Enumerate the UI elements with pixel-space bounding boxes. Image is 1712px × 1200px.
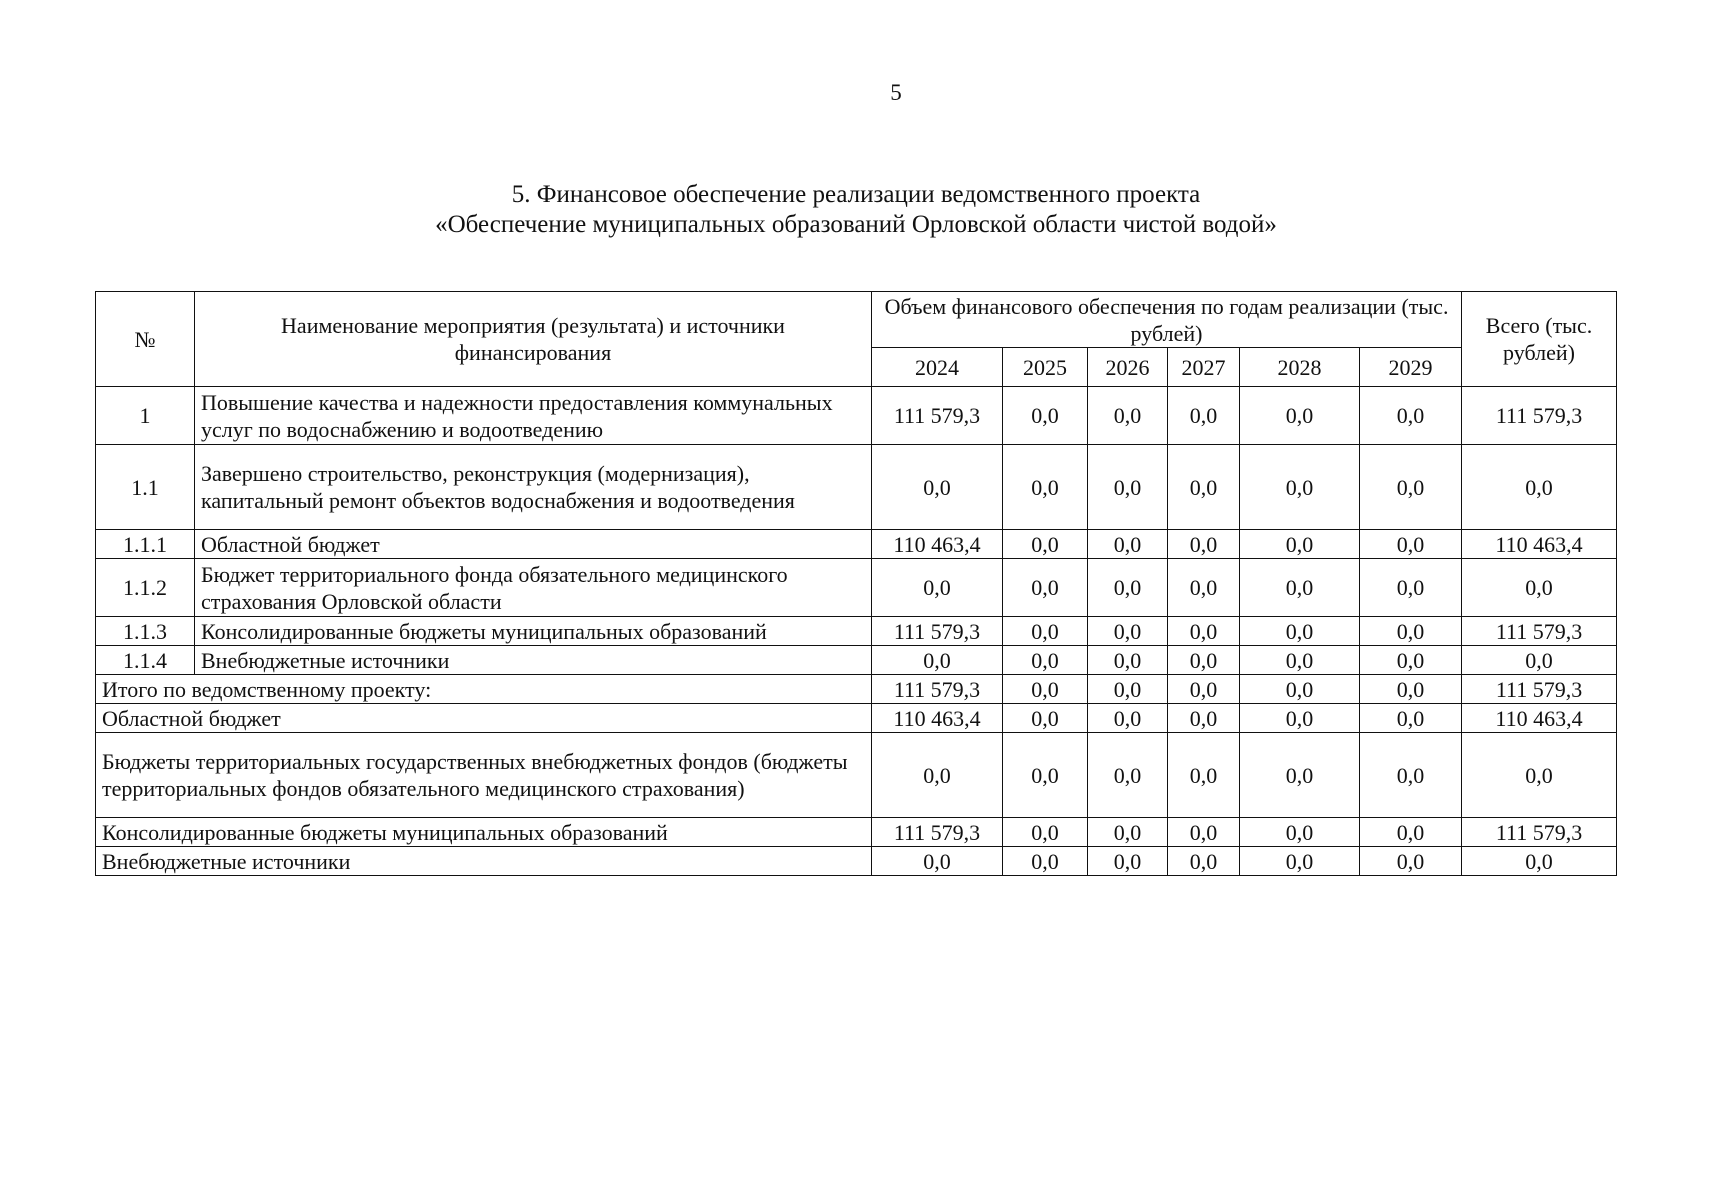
value-cell: 0,0 [1168, 617, 1240, 646]
value-cell: 0,0 [872, 733, 1003, 818]
total-cell: 110 463,4 [1462, 704, 1617, 733]
header-total: Всего (тыс. рублей) [1462, 292, 1617, 387]
value-cell: 0,0 [1360, 445, 1462, 530]
row-num: 1 [96, 387, 195, 445]
table-row [96, 617, 1617, 646]
value-cell: 111 579,3 [872, 675, 1003, 704]
value-cell: 0,0 [1240, 847, 1360, 876]
value-cell: 0,0 [1240, 445, 1360, 530]
header-year: 2026 [1088, 348, 1168, 387]
summary-row [96, 704, 1617, 733]
value-cell: 0,0 [1240, 704, 1360, 733]
header-num: № [96, 292, 195, 387]
total-cell: 0,0 [1462, 847, 1617, 876]
value-cell: 0,0 [1003, 704, 1088, 733]
table-row [96, 387, 1617, 445]
value-cell: 0,0 [1003, 445, 1088, 530]
value-cell: 0,0 [1168, 445, 1240, 530]
table-row [96, 646, 1617, 675]
value-cell: 0,0 [1003, 387, 1088, 445]
document-title [0, 180, 1712, 240]
value-cell: 0,0 [1088, 733, 1168, 818]
value-cell: 0,0 [872, 646, 1003, 675]
value-cell: 0,0 [1240, 818, 1360, 847]
value-cell: 0,0 [1088, 675, 1168, 704]
value-cell: 0,0 [872, 559, 1003, 617]
value-cell: 0,0 [1088, 847, 1168, 876]
value-cell: 0,0 [1168, 704, 1240, 733]
summary-name: Бюджеты территориальных государственных внебюджетных фондов (бюджеты территориальных фондов обязательного медицинского страхования) [96, 733, 872, 818]
row-name: Завершено строительство, реконструкция (модернизация), капитальный ремонт объектов водоснабжения и водоотведения [195, 445, 872, 530]
value-cell: 110 463,4 [872, 530, 1003, 559]
value-cell: 0,0 [1088, 387, 1168, 445]
header-name: Наименование мероприятия (результата) и источники финансирования [195, 292, 872, 387]
table-row [96, 445, 1617, 530]
value-cell: 0,0 [1360, 387, 1462, 445]
title-line-2: «Обеспечение муниципальных образований Орловской области чистой водой» [435, 211, 1277, 238]
summary-row [96, 675, 1617, 704]
value-cell: 110 463,4 [872, 704, 1003, 733]
total-cell: 111 579,3 [1462, 617, 1617, 646]
value-cell: 0,0 [1168, 675, 1240, 704]
value-cell: 0,0 [1003, 675, 1088, 704]
table-row [96, 530, 1617, 559]
row-num: 1.1.3 [96, 617, 195, 646]
value-cell: 0,0 [1240, 530, 1360, 559]
header-year: 2029 [1360, 348, 1462, 387]
value-cell: 0,0 [1003, 530, 1088, 559]
total-cell: 111 579,3 [1462, 818, 1617, 847]
row-num: 1.1.1 [96, 530, 195, 559]
summary-name: Консолидированные бюджеты муниципальных образований [96, 818, 872, 847]
financing-table [95, 291, 1617, 876]
value-cell: 0,0 [1003, 818, 1088, 847]
value-cell: 0,0 [1360, 704, 1462, 733]
total-cell: 0,0 [1462, 445, 1617, 530]
header-year: 2025 [1003, 348, 1088, 387]
value-cell: 0,0 [1088, 530, 1168, 559]
table-row [96, 559, 1617, 617]
total-cell: 111 579,3 [1462, 387, 1617, 445]
total-cell: 0,0 [1462, 646, 1617, 675]
value-cell: 0,0 [1360, 646, 1462, 675]
value-cell: 0,0 [1360, 617, 1462, 646]
row-name: Бюджет территориального фонда обязательного медицинского страхования Орловской области [195, 559, 872, 617]
value-cell: 0,0 [1088, 646, 1168, 675]
value-cell: 0,0 [1168, 733, 1240, 818]
value-cell: 0,0 [1088, 704, 1168, 733]
value-cell: 0,0 [1168, 646, 1240, 675]
value-cell: 0,0 [1240, 675, 1360, 704]
value-cell: 0,0 [1003, 646, 1088, 675]
value-cell: 111 579,3 [872, 617, 1003, 646]
value-cell: 0,0 [1003, 617, 1088, 646]
total-cell: 0,0 [1462, 733, 1617, 818]
value-cell: 0,0 [1168, 847, 1240, 876]
row-name: Консолидированные бюджеты муниципальных образований [195, 617, 872, 646]
value-cell: 0,0 [1003, 847, 1088, 876]
summary-name: Областной бюджет [96, 704, 872, 733]
value-cell: 0,0 [1360, 733, 1462, 818]
title-line-1: 5. Финансовое обеспечение реализации ведомственного проекта [511, 181, 1201, 208]
header-year: 2027 [1168, 348, 1240, 387]
row-num: 1.1 [96, 445, 195, 530]
value-cell: 0,0 [1088, 818, 1168, 847]
header-year: 2024 [872, 348, 1003, 387]
row-num: 1.1.4 [96, 646, 195, 675]
value-cell: 0,0 [1360, 675, 1462, 704]
summary-row [96, 818, 1617, 847]
header-volume: Объем финансового обеспечения по годам реализации (тыс. рублей) [872, 292, 1462, 348]
value-cell: 0,0 [872, 445, 1003, 530]
value-cell: 0,0 [1360, 559, 1462, 617]
value-cell: 0,0 [1168, 387, 1240, 445]
value-cell: 0,0 [1168, 530, 1240, 559]
value-cell: 0,0 [1240, 646, 1360, 675]
value-cell: 0,0 [1240, 559, 1360, 617]
value-cell: 0,0 [872, 847, 1003, 876]
summary-name: Внебюджетные источники [96, 847, 872, 876]
row-name: Повышение качества и надежности предоставления коммунальных услуг по водоснабжению и водоотведению [195, 387, 872, 445]
value-cell: 0,0 [1360, 530, 1462, 559]
total-cell: 0,0 [1462, 559, 1617, 617]
summary-row [96, 847, 1617, 876]
value-cell: 0,0 [1088, 617, 1168, 646]
value-cell: 0,0 [1003, 733, 1088, 818]
header-year: 2028 [1240, 348, 1360, 387]
value-cell: 0,0 [1003, 559, 1088, 617]
total-cell: 110 463,4 [1462, 530, 1617, 559]
value-cell: 0,0 [1168, 559, 1240, 617]
summary-row [96, 733, 1617, 818]
value-cell: 0,0 [1240, 617, 1360, 646]
value-cell: 111 579,3 [872, 387, 1003, 445]
total-cell: 111 579,3 [1462, 675, 1617, 704]
value-cell: 0,0 [1240, 733, 1360, 818]
page-number: 5 [890, 80, 902, 105]
value-cell: 0,0 [1360, 847, 1462, 876]
row-name: Областной бюджет [195, 530, 872, 559]
value-cell: 0,0 [1088, 559, 1168, 617]
value-cell: 111 579,3 [872, 818, 1003, 847]
summary-name: Итого по ведомственному проекту: [96, 675, 872, 704]
value-cell: 0,0 [1360, 818, 1462, 847]
value-cell: 0,0 [1240, 387, 1360, 445]
value-cell: 0,0 [1168, 818, 1240, 847]
value-cell: 0,0 [1088, 445, 1168, 530]
row-name: Внебюджетные источники [195, 646, 872, 675]
row-num: 1.1.2 [96, 559, 195, 617]
